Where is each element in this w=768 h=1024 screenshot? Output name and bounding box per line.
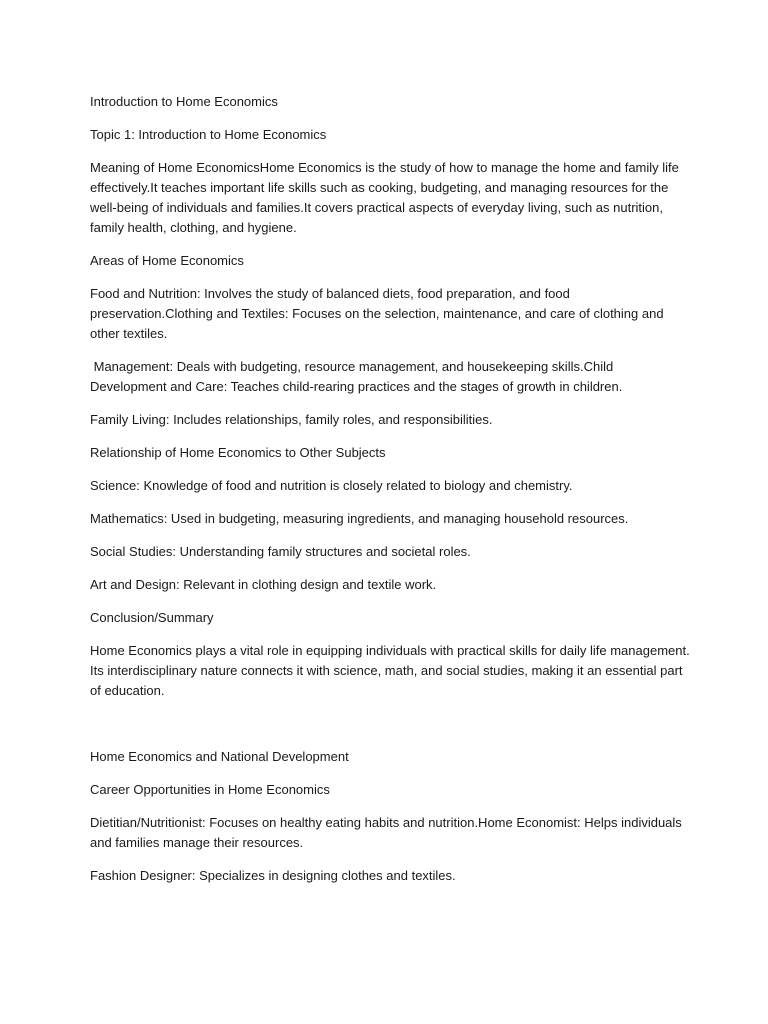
document-body [90,92,694,899]
conclusion-heading: Conclusion/Summary [90,610,214,625]
social-studies-paragraph: Social Studies: Understanding family structures and societal roles. [90,544,471,559]
mathematics-paragraph: Mathematics: Used in budgeting, measuring ingredients, and managing household resources. [90,511,629,526]
science-paragraph: Science: Knowledge of food and nutrition is closely related to biology and chemistry. [90,478,573,493]
dietitian-paragraph: Dietitian/Nutritionist: Focuses on healthy eating habits and nutrition.Home Economist: Helps individuals and families manage their resources. [90,815,686,850]
conclusion-paragraph: Home Economics plays a vital role in equipping individuals with practical skills for daily life management. Its interdisciplinary nature connects it with science, math, and social studies, making it an essential part of education. [90,643,694,698]
national-development-heading: Home Economics and National Development [90,749,349,764]
meaning-paragraph: Meaning of Home EconomicsHome Economics is the study of how to manage the home and family life effectively.It teaches important life skills such as cooking, budgeting, and managing resources for the well-being of individuals and families.It covers practical aspects of everyday living, such as nutrition, family health, clothing, and hygiene. [90,160,683,235]
fashion-designer-paragraph: Fashion Designer: Specializes in designing clothes and textiles. [90,868,456,883]
careers-heading: Career Opportunities in Home Economics [90,782,330,797]
art-design-paragraph: Art and Design: Relevant in clothing design and textile work. [90,577,437,592]
food-clothing-paragraph: Food and Nutrition: Involves the study of balanced diets, food preparation, and food preservation.Clothing and Textiles: Focuses on the selection, maintenance, and care of clothing and other textiles. [90,286,668,341]
family-living-paragraph: Family Living: Includes relationships, family roles, and responsibilities. [90,412,493,427]
topic-heading: Topic 1: Introduction to Home Economics [90,127,327,142]
areas-heading: Areas of Home Economics [90,253,244,268]
management-paragraph: Management: Deals with budgeting, resource management, and housekeeping skills.Child Development and Care: Teaches child-rearing practices and the stages of growth in children. [90,359,623,394]
document-heading: Introduction to Home Economics [90,94,278,109]
blank-line [90,714,690,734]
relationship-heading: Relationship of Home Economics to Other Subjects [90,445,386,460]
